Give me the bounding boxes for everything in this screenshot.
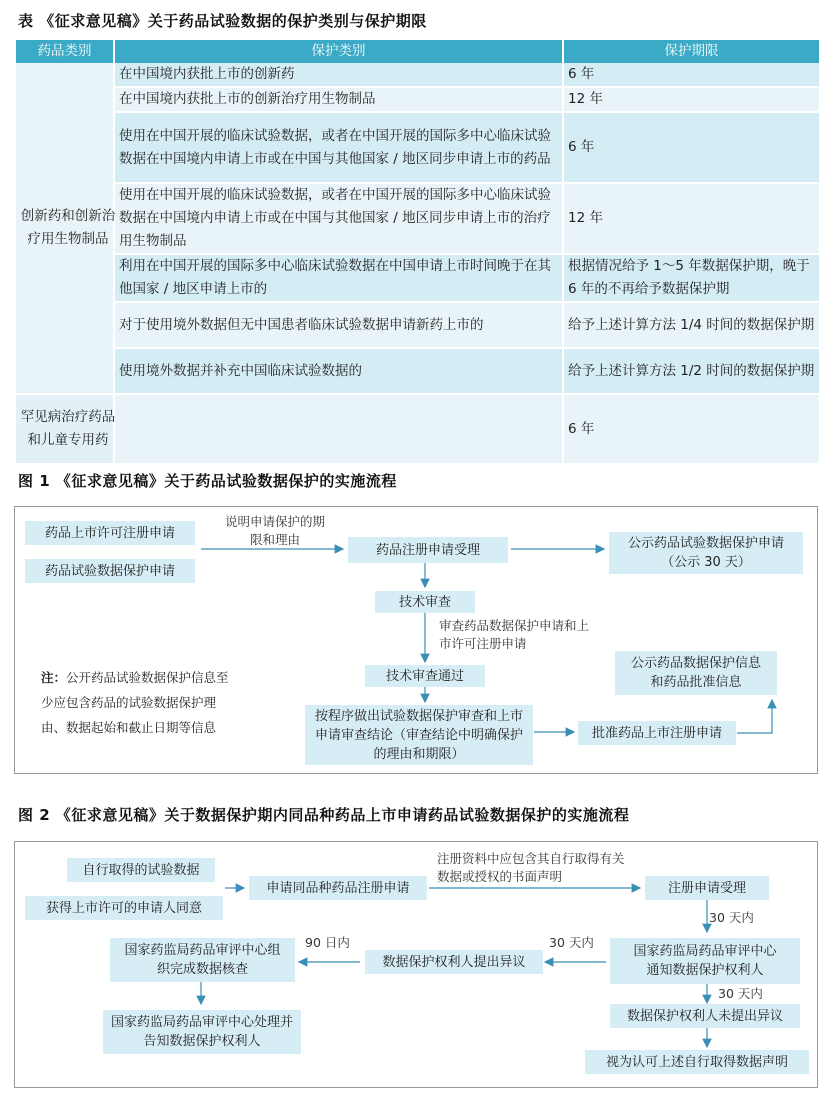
technical-review-passed-box: 技术审查通过 <box>365 665 485 687</box>
figure2-title: 图 2 《征求意见稿》关于数据保护期内同品种药品上市申请药品试验数据保护的实施流程 <box>18 806 630 824</box>
approve-registration-box: 批准药品上市注册申请 <box>578 721 736 745</box>
review-label: 审查药品数据保护申请和上市许可注册申请 <box>439 618 590 651</box>
figure1-title: 图 1 《征求意见稿》关于药品试验数据保护的实施流程 <box>18 472 397 490</box>
publicize-application-box: 公示药品试验数据保护申请（公示 30 天） <box>609 532 803 574</box>
protection-table <box>16 40 819 465</box>
protection-type-cell: 在中国境内获批上市的创新药 <box>114 63 563 87</box>
ninety-days-label: 90 日内 <box>305 935 350 950</box>
protection-type-cell: 利用在中国开展的国际多中心临床试验数据在中国申请上市时间晚于在其他国家 / 地区申请上市的 <box>114 254 563 302</box>
protection-type-cell: 使用在中国开展的临床试验数据，或者在中国开展的国际多中心临床试验数据在中国境内申请上市或在中国与其他国家 / 地区同步申请上市的治疗用生物制品 <box>114 183 563 254</box>
explain-label: 说明申请保护的期限和理由 <box>225 514 326 547</box>
header-protection-type: 保护类别 <box>114 40 563 63</box>
table-row <box>16 63 819 87</box>
figure1-frame <box>14 506 818 774</box>
header-protection-period: 保护期限 <box>563 40 819 63</box>
figure2-frame <box>14 841 818 1088</box>
registration-accepted-box: 注册申请受理 <box>645 876 769 900</box>
protection-period-cell: 12 年 <box>563 87 819 112</box>
protection-type-cell: 对于使用境外数据但无中国患者临床试验数据申请新药上市的 <box>114 302 563 348</box>
no-objection-box: 数据保护权利人未提出异议 <box>610 1004 800 1028</box>
table-row <box>16 254 819 302</box>
protection-period-cell: 6 年 <box>563 63 819 87</box>
table-row <box>16 394 819 464</box>
category-cell: 罕见病治疗药品和儿童专用药 <box>16 394 114 464</box>
handle-and-inform-box: 国家药监局药品审评中心处理并告知数据保护权利人 <box>103 1010 301 1054</box>
declaration-label: 注册资料中应包含其自行取得有关数据或授权的书面声明 <box>437 851 625 884</box>
notify-rights-holder-box: 国家药监局药品审评中心通知数据保护权利人 <box>610 938 800 984</box>
protection-type-cell: 使用境外数据并补充中国临床试验数据的 <box>114 348 563 394</box>
review-conclusion-box: 按程序做出试验数据保护审查和上市申请审查结论（审查结论中明确保护的理由和期限） <box>305 705 533 765</box>
table-header-row <box>16 40 819 63</box>
apply-same-variety-box: 申请同品种药品注册申请 <box>249 876 427 900</box>
protection-period-cell: 根据情况给予 1～5 年数据保护期，晚于 6 年的不再给予数据保护期 <box>563 254 819 302</box>
thirty-days-label: 30 天内 <box>709 910 754 925</box>
table-row <box>16 348 819 394</box>
registration-accepted-box: 药品注册申请受理 <box>348 537 508 563</box>
publicize-info-box: 公示药品数据保护信息和药品批准信息 <box>615 651 777 695</box>
deemed-accepted-box: 视为认可上述自行取得数据声明 <box>585 1050 809 1074</box>
protection-period-cell: 给予上述计算方法 1/2 时间的数据保护期 <box>563 348 819 394</box>
protection-type-cell <box>114 394 563 464</box>
technical-review-box: 技术审查 <box>375 591 475 613</box>
table-title: 表 《征求意见稿》关于药品试验数据的保护类别与保护期限 <box>18 12 427 30</box>
protection-type-cell: 使用在中国开展的临床试验数据，或者在中国开展的国际多中心临床试验数据在中国境内申请上市或在中国与其他国家 / 地区同步申请上市的药品 <box>114 112 563 183</box>
table-row <box>16 302 819 348</box>
raise-objection-box: 数据保护权利人提出异议 <box>365 950 543 974</box>
data-protection-application-box: 药品试验数据保护申请 <box>25 559 195 583</box>
verify-data-box: 国家药监局药品审评中心组织完成数据核查 <box>110 938 295 982</box>
header-category: 药品类别 <box>16 40 114 63</box>
self-obtained-data-box: 自行取得的试验数据 <box>67 858 215 882</box>
protection-period-cell: 给予上述计算方法 1/4 时间的数据保护期 <box>563 302 819 348</box>
thirty-days-label: 30 天内 <box>549 935 594 950</box>
protection-period-cell: 12 年 <box>563 183 819 254</box>
table-row <box>16 112 819 183</box>
figure1-note: 注：公开药品试验数据保护信息至少应包含药品的试验数据保护理由、数据起始和截止日期等信息 <box>41 670 229 735</box>
protection-period-cell: 6 年 <box>563 394 819 464</box>
table-row <box>16 87 819 112</box>
licensee-consent-box: 获得上市许可的申请人同意 <box>25 896 223 920</box>
table-row <box>16 183 819 254</box>
category-cell: 创新药和创新治疗用生物制品 <box>16 63 114 394</box>
thirty-days-label: 30 天内 <box>718 986 763 1001</box>
market-application-box: 药品上市许可注册申请 <box>25 521 195 545</box>
protection-period-cell: 6 年 <box>563 112 819 183</box>
protection-type-cell: 在中国境内获批上市的创新治疗用生物制品 <box>114 87 563 112</box>
